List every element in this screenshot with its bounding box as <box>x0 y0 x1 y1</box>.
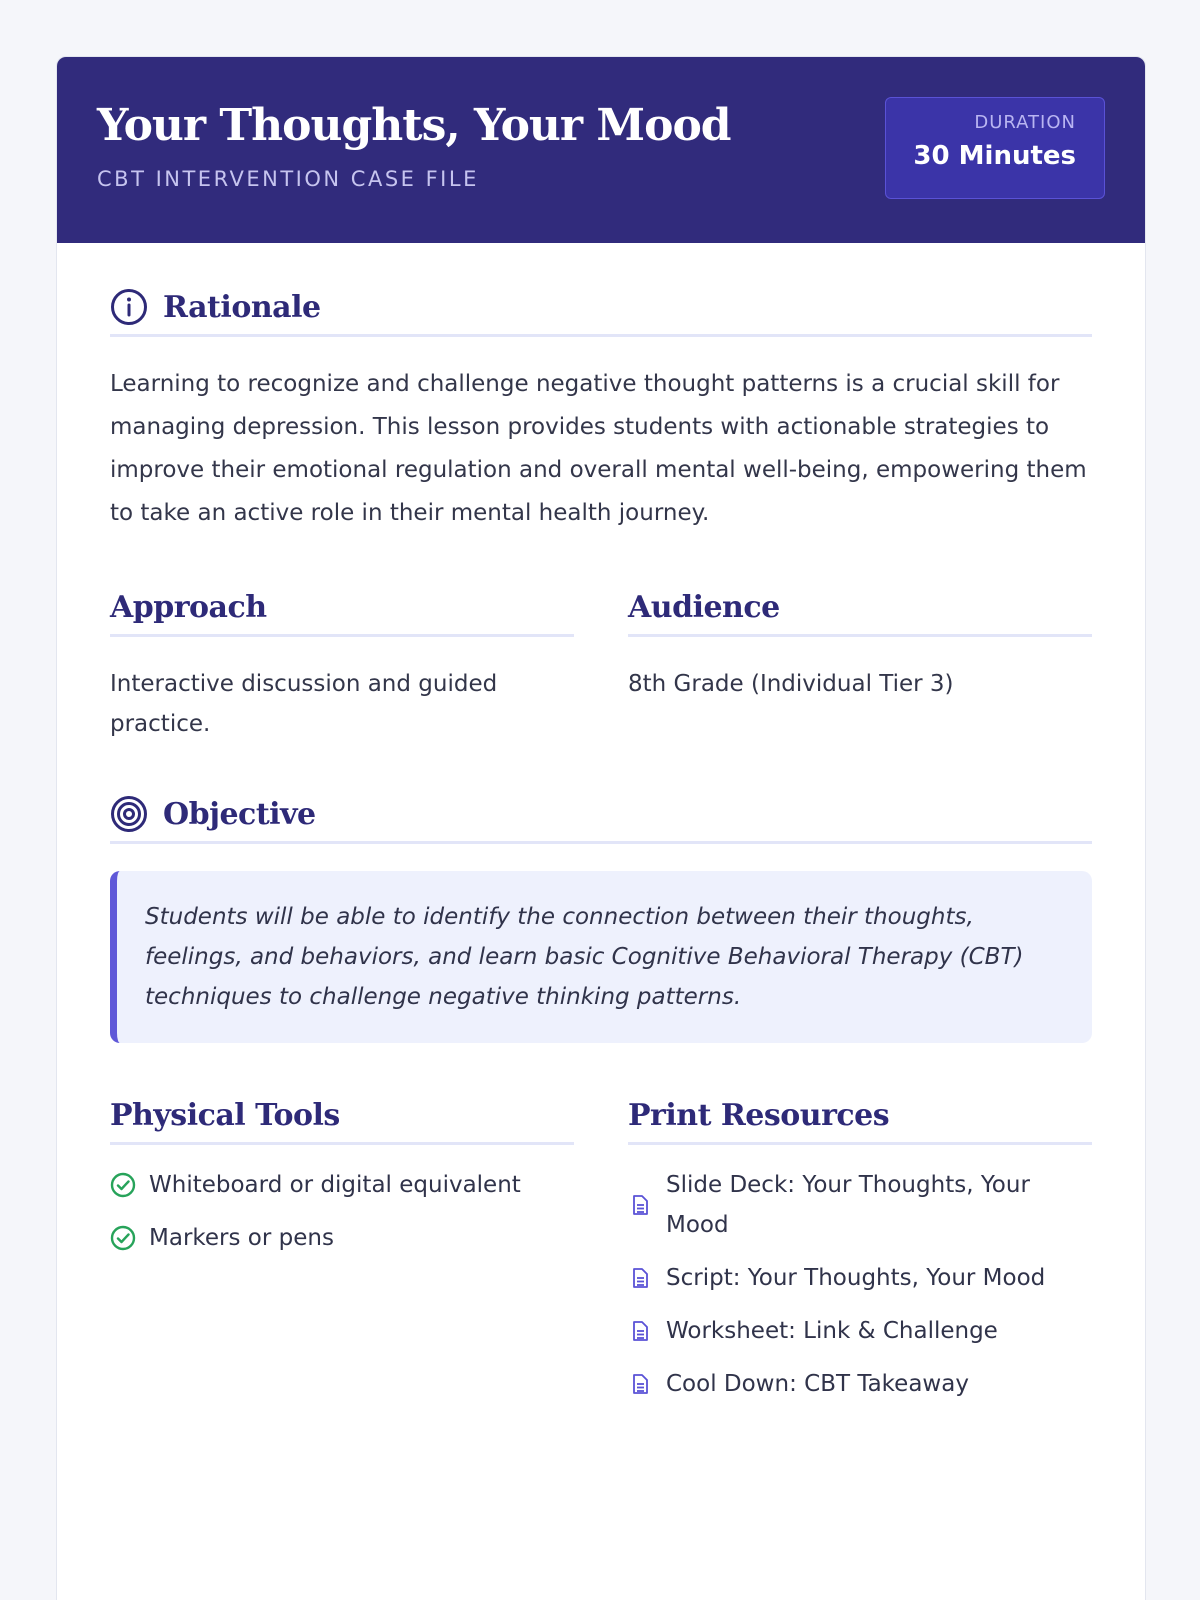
case-file-body <box>57 243 1145 1417</box>
approach-section <box>110 580 574 744</box>
check-circle-icon <box>110 1172 136 1198</box>
list-item-label: Markers or pens <box>149 1225 334 1251</box>
print-resources-list <box>628 1165 1092 1404</box>
document-icon <box>628 1193 652 1217</box>
document-icon <box>628 1372 652 1396</box>
rationale-header <box>110 280 1092 337</box>
check-circle-icon <box>110 1225 136 1251</box>
document-icon <box>628 1266 652 1290</box>
audience-heading: Audience <box>628 589 780 625</box>
rationale-text: Learning to recognize and challenge negative thought patterns is a crucial skill for managing depression. This lesson provides students with actionable strategies to improve their emotional regulation and overall mental well-being, empowering them to take an active role in their mental health journey. <box>110 371 1087 526</box>
list-item-label: Script: Your Thoughts, Your Mood <box>666 1265 1046 1291</box>
approach-audience-row <box>110 580 1092 744</box>
duration-badge <box>885 97 1105 199</box>
case-file-card <box>56 56 1146 1600</box>
objective-text: Students will be able to identify the connection between their thoughts, feelings, and behaviors, and learn basic Cognitive Behavioral Therapy (CBT) techniques to challenge negative thinking patterns. <box>145 904 1024 1010</box>
info-icon <box>110 288 148 326</box>
list-item <box>628 1258 1092 1298</box>
duration-label: DURATION <box>974 112 1076 133</box>
rationale-heading: Rationale <box>163 289 321 325</box>
duration-value: 30 Minutes <box>913 141 1076 171</box>
objective-section <box>110 787 1092 1043</box>
list-item <box>628 1165 1092 1245</box>
audience-header <box>628 580 1092 637</box>
list-item-label: Worksheet: Link & Challenge <box>666 1318 998 1344</box>
page-title: Your Thoughts, Your Mood <box>97 100 731 151</box>
print-resources-heading: Print Resources <box>628 1097 890 1133</box>
physical-tools-heading: Physical Tools <box>110 1097 340 1133</box>
list-item-label: Whiteboard or digital equivalent <box>149 1172 521 1198</box>
physical-tools-header <box>110 1088 574 1145</box>
approach-header <box>110 580 574 637</box>
list-item <box>628 1364 1092 1404</box>
audience-section <box>628 580 1092 744</box>
list-item <box>110 1165 574 1205</box>
case-file-header <box>57 57 1145 243</box>
list-item <box>628 1311 1092 1351</box>
objective-callout <box>110 871 1092 1043</box>
list-item <box>110 1218 574 1258</box>
objective-header <box>110 787 1092 844</box>
print-resources-section <box>628 1088 1092 1417</box>
rationale-section <box>110 243 1092 535</box>
approach-text: Interactive discussion and guided practice. <box>110 671 498 737</box>
page-subtitle: CBT INTERVENTION CASE FILE <box>97 167 479 191</box>
target-icon <box>110 795 148 833</box>
print-resources-header <box>628 1088 1092 1145</box>
list-item-label: Slide Deck: Your Thoughts, Your Mood <box>666 1172 1030 1238</box>
document-icon <box>628 1319 652 1343</box>
materials-row <box>110 1088 1092 1417</box>
audience-text: 8th Grade (Individual Tier 3) <box>628 671 954 697</box>
physical-tools-section <box>110 1088 574 1417</box>
approach-heading: Approach <box>110 589 267 625</box>
list-item-label: Cool Down: CBT Takeaway <box>666 1371 969 1397</box>
physical-tools-list <box>110 1165 574 1258</box>
objective-heading: Objective <box>163 796 316 832</box>
